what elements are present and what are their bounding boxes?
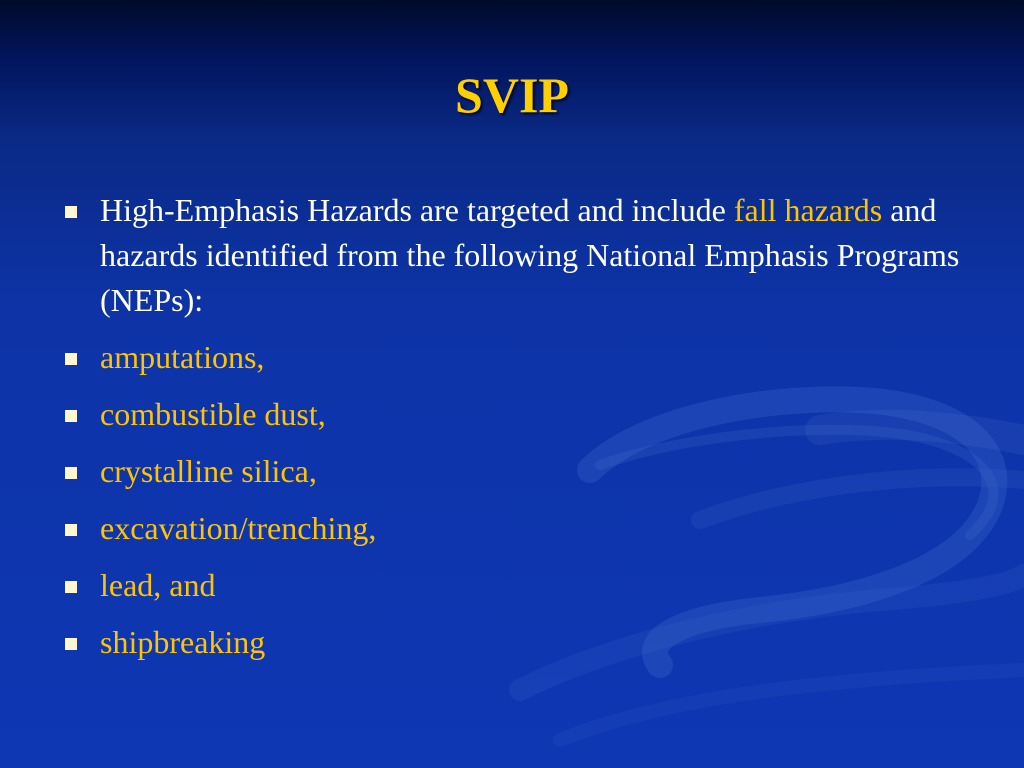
square-bullet-icon xyxy=(65,410,77,422)
bullet-item xyxy=(62,506,962,551)
intro-text: High-Emphasis Hazards are targeted and include xyxy=(100,192,734,228)
bullet-list xyxy=(62,188,962,677)
bullet-label: amputations, xyxy=(100,339,265,375)
square-bullet-icon xyxy=(65,581,77,593)
bullet-item xyxy=(62,449,962,494)
square-bullet-icon xyxy=(65,524,77,536)
square-bullet-icon xyxy=(65,638,77,650)
square-bullet-icon xyxy=(65,353,77,365)
slide-title: SVIP xyxy=(455,67,569,123)
square-bullet-icon xyxy=(65,206,77,218)
bullet-label: excavation/trenching, xyxy=(100,510,377,546)
bullet-label: crystalline silica, xyxy=(100,453,317,489)
intro-text-after: and hazards identified from the following National Emphasis Programs (NEPs): xyxy=(100,192,960,318)
bullet-item xyxy=(62,335,962,380)
bullet-label: combustible dust, xyxy=(100,396,326,432)
square-bullet-icon xyxy=(65,467,77,479)
bullet-label: lead, and xyxy=(100,567,216,603)
intro-highlight: fall hazards xyxy=(733,192,883,228)
bullet-item xyxy=(62,620,962,665)
bullet-intro xyxy=(62,188,962,323)
bullet-item xyxy=(62,392,962,437)
bullet-label: shipbreaking xyxy=(100,624,266,660)
bullet-item xyxy=(62,563,962,608)
